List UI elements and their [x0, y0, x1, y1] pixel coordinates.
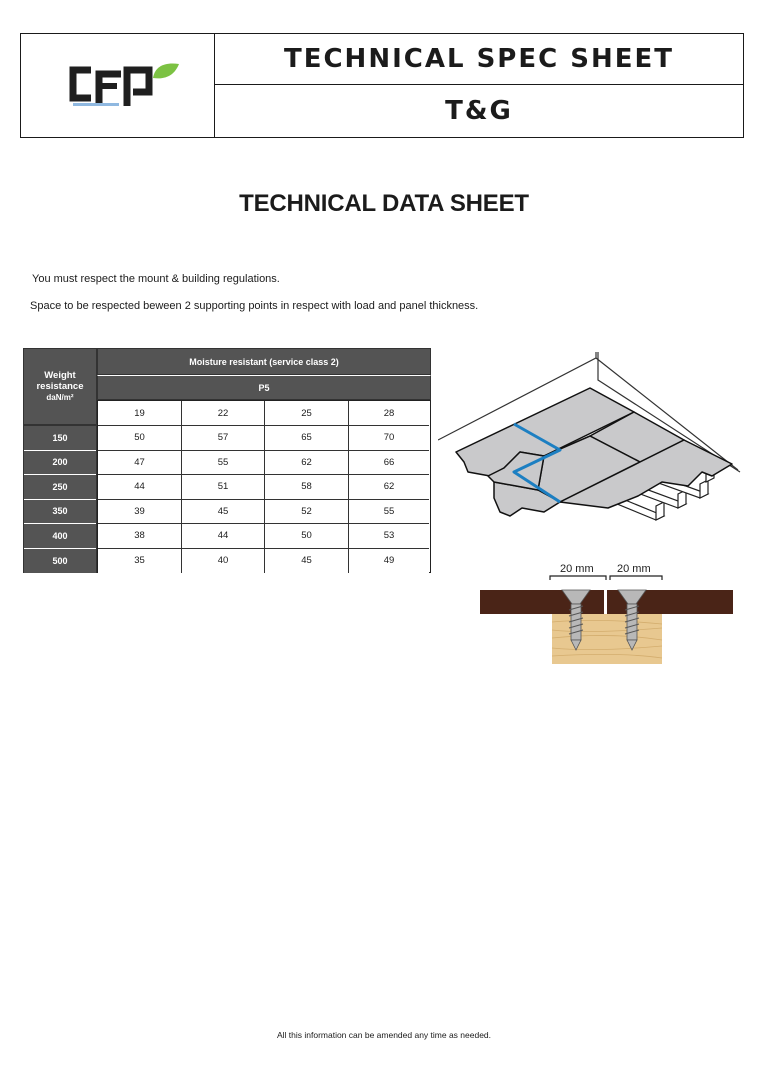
table-cell: 35	[98, 549, 182, 574]
table-cell: 65	[265, 426, 349, 451]
row-header-line: daN/m²	[46, 393, 74, 402]
table-cell: 39	[98, 500, 182, 525]
row-label-cell: 250	[24, 475, 96, 500]
table-cell: 58	[265, 475, 349, 500]
table-cell: 52	[265, 500, 349, 525]
spec-sheet-title: TECHNICAL SPEC SHEET	[215, 34, 743, 85]
row-header-line: Weight	[44, 370, 76, 381]
table-cell: 44	[98, 475, 182, 500]
group-header: Moisture resistant (service class 2)	[97, 348, 431, 375]
page-title: TECHNICAL DATA SHEET	[239, 190, 529, 217]
row-label-cell: 350	[24, 500, 96, 525]
table-cell: 47	[98, 451, 182, 476]
floor-panel-illustration	[438, 352, 748, 527]
table-cell: 57	[182, 426, 265, 451]
load-span-table	[23, 348, 431, 573]
row-label-cell: 150	[24, 426, 96, 451]
column-header-cell: 19	[98, 401, 182, 426]
screw-spacing-diagram	[480, 560, 735, 670]
column-header-cell: 25	[265, 401, 349, 426]
table-cell: 53	[349, 524, 429, 549]
row-label-column	[23, 425, 97, 573]
table-cell: 62	[349, 475, 429, 500]
table-cell: 70	[349, 426, 429, 451]
footer-disclaimer: All this information can be amended any time as needed.	[276, 1030, 492, 1040]
table-cell: 44	[182, 524, 265, 549]
table-cell: 40	[182, 549, 265, 574]
regulation-note: You must respect the mount & building regulations.	[32, 273, 280, 285]
column-header-cell: 28	[349, 401, 429, 426]
weight-resistance-header	[23, 348, 97, 425]
left-dimension-label: 20 mm	[560, 563, 594, 575]
product-name: T&G	[445, 95, 513, 126]
logo-cell	[21, 34, 215, 137]
table-cell: 50	[265, 524, 349, 549]
table-cell: 55	[182, 451, 265, 476]
table-cell: 38	[98, 524, 182, 549]
table-cell: 45	[182, 500, 265, 525]
row-header-line: resistance	[36, 381, 84, 392]
table-cell: 66	[349, 451, 429, 476]
row-label-cell: 500	[24, 549, 96, 574]
spacing-note: Space to be respected beween 2 supporting points in respect with load and panel thickness.	[30, 300, 479, 312]
row-label-cell: 200	[24, 451, 96, 476]
table-grid	[97, 400, 431, 573]
table-cell: 62	[265, 451, 349, 476]
column-header-cell: 22	[182, 401, 265, 426]
sub-header: P5	[97, 375, 431, 400]
right-dimension-label: 20 mm	[617, 563, 651, 575]
table-cell: 51	[182, 475, 265, 500]
table-cell: 55	[349, 500, 429, 525]
header-block	[20, 33, 744, 138]
table-cell: 50	[98, 426, 182, 451]
table-cell: 45	[265, 549, 349, 574]
company-logo	[69, 62, 179, 114]
row-label-cell: 400	[24, 524, 96, 549]
table-cell: 49	[349, 549, 429, 574]
